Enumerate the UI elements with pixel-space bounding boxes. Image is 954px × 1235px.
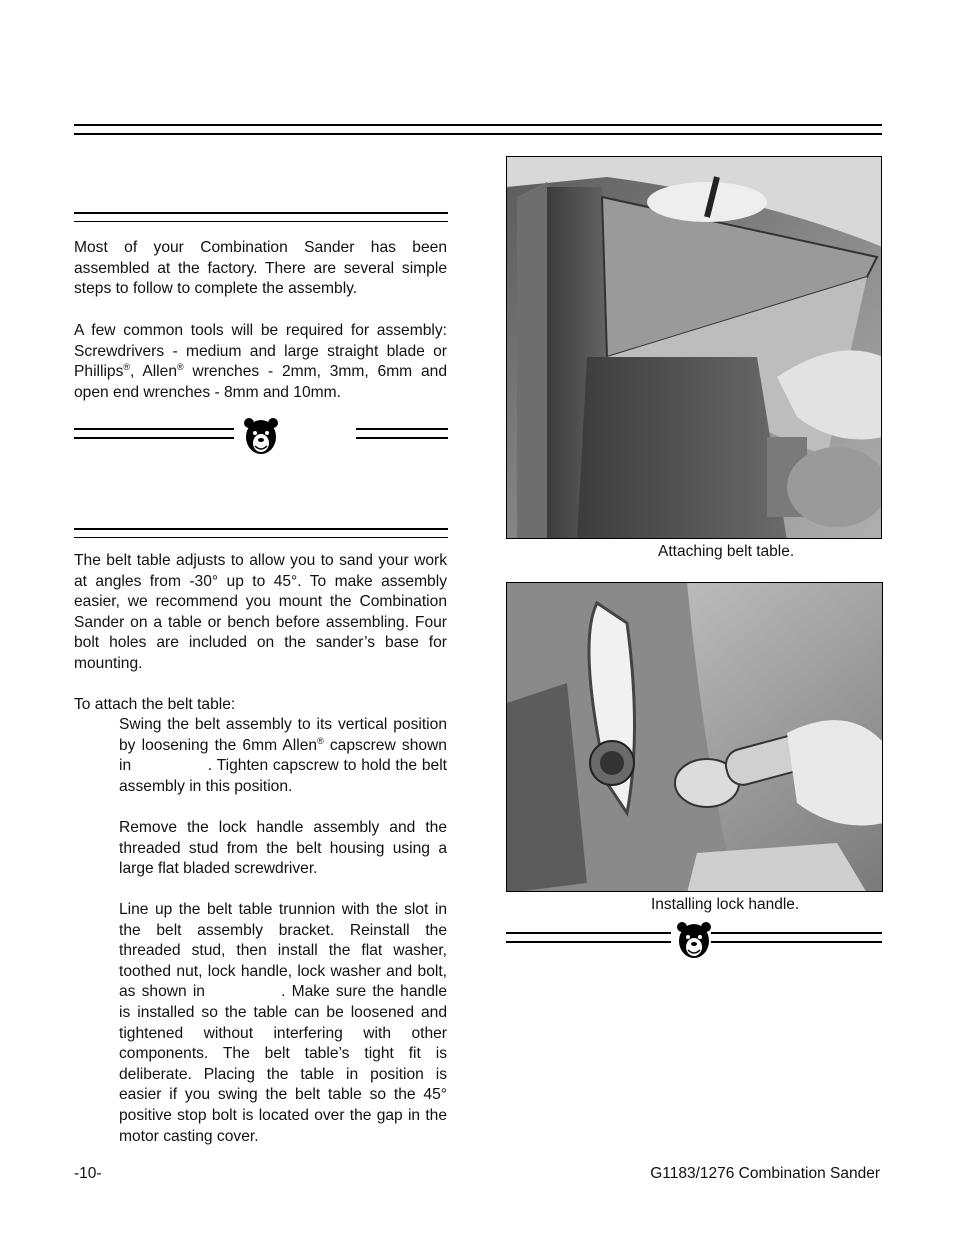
- section-rule-belt-table: [74, 528, 448, 530]
- belt-table-paragraph: The belt table adjusts to allow you to sand your work at angles from -30° up to 45°. To make assembly easier, we recommend you mount the Combination Sander on a table or bench before assembling. Four bolt holes are included on the sander’s base for mounting.: [74, 552, 447, 672]
- section-rule-intro: [74, 212, 448, 214]
- section-rule-belt-table-2: [74, 537, 448, 538]
- steps-intro: To attach the belt table:: [74, 696, 236, 713]
- caption-figure-2: Installing lock handle.: [651, 896, 800, 913]
- step-3: Line up the belt table trunnion with the slot in the belt assembly bracket. Reinstall the threaded stud, then install the flat washer, toothed nut, lock handle, lock washer and bolt, as shown in . Make sure the handle is installed so the table can be loosened and tightened without interfering with other components. The belt table’s tight fit is deliberate. Placing the table in position is easier if you swing the belt table so the 45° positive stop bolt is located over the gap in the motor casting cover.: [119, 901, 447, 1145]
- header-rule: [74, 124, 882, 126]
- header-rule-2: [74, 133, 882, 135]
- photo-installing-lock-handle: [506, 582, 883, 892]
- section-rule-intro-2: [74, 221, 448, 222]
- photo-attaching-belt-table: [506, 156, 882, 539]
- intro-paragraph-2: A few common tools will be required for assembly: Screwdrivers - medium and large straight blade or Phillips®, Allen® wrenches - 2mm, 3mm, 6mm and open end wrenches - 8mm and 10mm.: [74, 322, 447, 401]
- caption-figure-1: Attaching belt table.: [658, 543, 795, 560]
- manual-title: G1183/1276 Combination Sander: [650, 1165, 880, 1182]
- page-number: -10-: [74, 1165, 102, 1182]
- step-1: Swing the belt assembly to its vertical position by loosening the 6mm Allen® capscrew shown in . Tighten capscrew to hold the belt assembly in this position.: [119, 716, 447, 795]
- intro-paragraph-1: Most of your Combination Sander has been assembled at the factory. There are several simple steps to follow to complete the assembly.: [74, 239, 447, 298]
- bear-logo-icon: [675, 920, 713, 960]
- step-2: Remove the lock handle assembly and the threaded stud from the belt housing using a large flat bladed screwdriver.: [119, 819, 447, 878]
- bear-logo-icon: [242, 416, 280, 456]
